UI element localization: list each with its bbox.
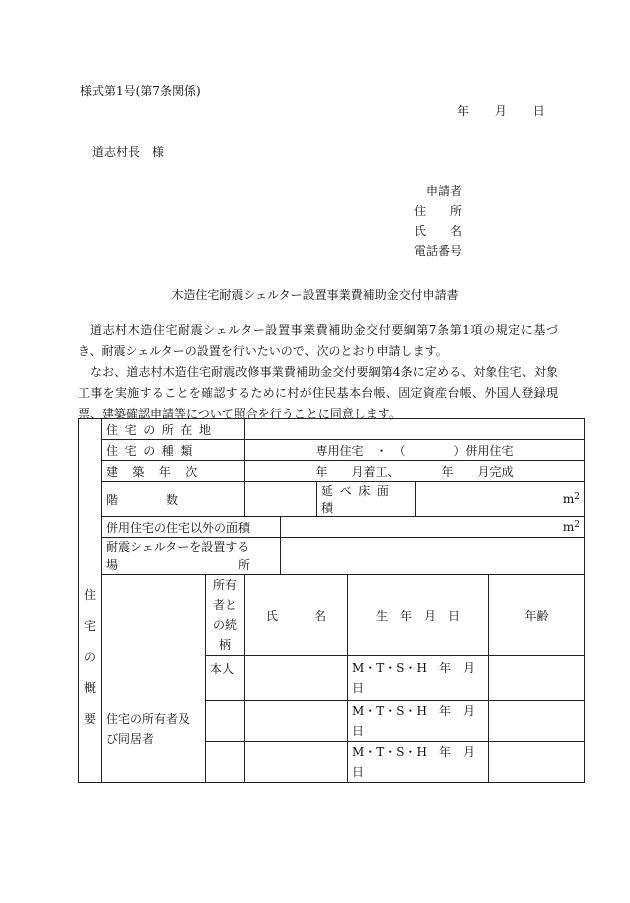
- occupant-name-3[interactable]: [245, 742, 348, 783]
- occupant-age-3[interactable]: [489, 742, 585, 783]
- occupant-relation-3[interactable]: [206, 742, 245, 783]
- type-field[interactable]: 専用住宅 ・ （ ）併用住宅: [245, 440, 585, 461]
- occupant-relation-1: 本人: [206, 656, 245, 701]
- location-label: 住宅の所在地: [102, 419, 245, 440]
- occupant-age-1[interactable]: [489, 656, 585, 701]
- body-paragraph-2: なお、道志村木造住宅耐震改修事業費補助金交付要綱第4条に定める、対象住宅、対象工事を実施することを確認するために村が住民基本台帳、固定資産台帳、外国人登録現票、建築確認申請等について照合を行うことに同意します。: [78, 365, 558, 421]
- occupant-age-2[interactable]: [489, 701, 585, 742]
- col-name-header: 氏 名: [245, 575, 348, 656]
- side-label: 住 宅 の 概 要: [79, 419, 102, 783]
- date-year: 年: [457, 104, 470, 118]
- shelter-place-field[interactable]: [281, 538, 585, 575]
- applicant-address-label: 住 所: [414, 204, 463, 218]
- house-summary-table: [78, 418, 585, 783]
- col-relation-header: 所有者との続柄: [206, 575, 245, 656]
- floor-area-field[interactable]: $m^2$: [416, 482, 585, 517]
- occupant-name-1[interactable]: [245, 656, 348, 701]
- col-birth-header: 生 年 月 日: [348, 575, 489, 656]
- year-field[interactable]: 年 月着工、 年 月完成: [245, 461, 585, 482]
- non-residential-area-label: 併用住宅の住宅以外の面積: [102, 517, 281, 538]
- date-month: 月: [494, 104, 507, 118]
- shelter-place-label: 耐震シェルターを設置する 場 所: [102, 538, 281, 575]
- body-paragraph-1: 道志村木造住宅耐震シェルター設置事業費補助金交付要綱第7条第1項の規定に基づき、耐震シェルターの設置を行いたいので、次のとおり申請します。: [78, 323, 558, 358]
- body-text: [78, 320, 558, 425]
- occupant-relation-2[interactable]: [206, 701, 245, 742]
- occupant-name-2[interactable]: [245, 701, 348, 742]
- applicant-name-label: 氏 名: [414, 224, 463, 238]
- floor-area-label: 延べ床面積: [317, 482, 416, 517]
- floors-field[interactable]: [245, 482, 317, 517]
- document-title: 木造住宅耐震シェルター設置事業費補助金交付申請書: [171, 288, 459, 302]
- occupants-label: 住宅の所有者及び同居者: [102, 575, 206, 783]
- occupant-birth-1[interactable]: M・T・S・H 年 月日: [348, 656, 489, 701]
- date-day: 日: [532, 104, 545, 118]
- type-label: 住宅の種類: [102, 440, 245, 461]
- floors-label: 階 数: [102, 482, 245, 517]
- form-number: 様式第1号(第7条関係): [80, 84, 201, 98]
- non-residential-area-field[interactable]: $m^2$: [281, 517, 585, 538]
- date-line: [457, 102, 545, 119]
- occupant-birth-2[interactable]: M・T・S・H 年 月日: [348, 701, 489, 742]
- applicant-label: 申請者: [426, 184, 463, 198]
- applicant-phone-label: 電話番号: [414, 244, 463, 258]
- occupant-birth-3[interactable]: M・T・S・H 年 月日: [348, 742, 489, 783]
- addressee: 道志村長 様: [92, 145, 165, 159]
- location-field[interactable]: [245, 419, 585, 440]
- year-label: 建築年次: [102, 461, 245, 482]
- col-age-header: 年齢: [489, 575, 585, 656]
